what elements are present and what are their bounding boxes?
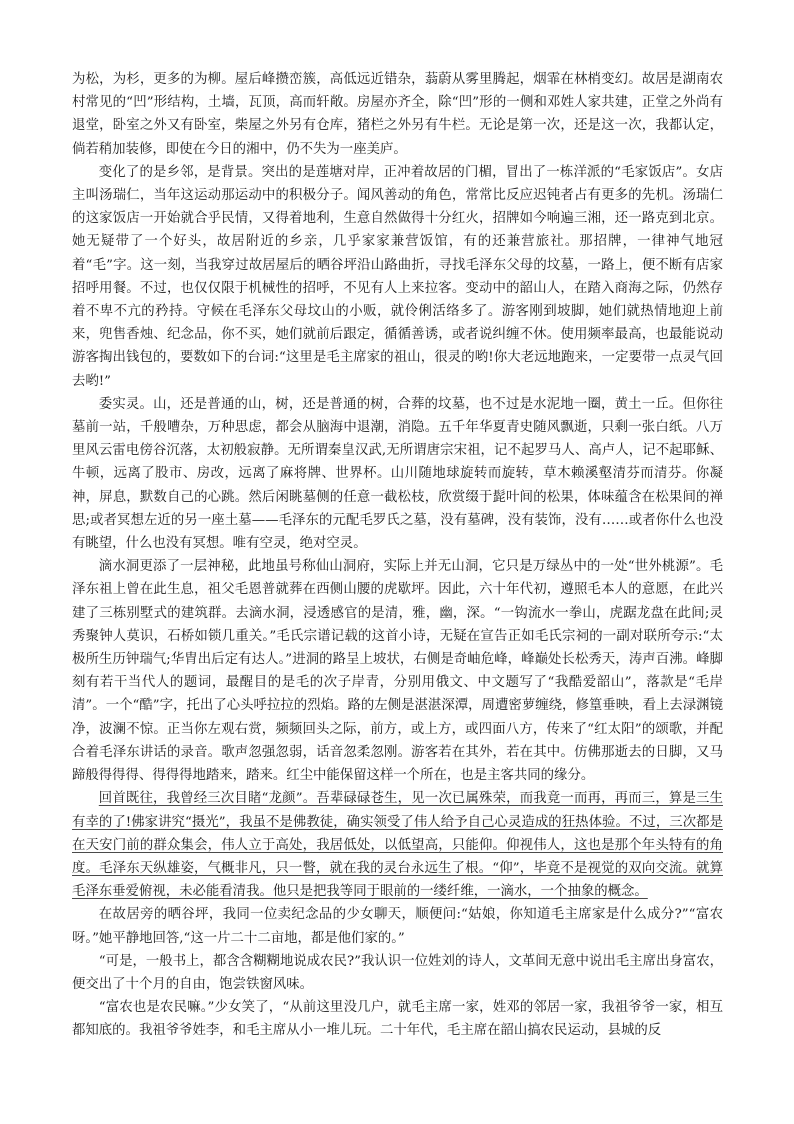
document-page: [72, 68, 723, 1043]
paragraph-conversation-3: “富农也是农民嘛。”少女笑了，“从前这里没几户，就毛主席一家，姓邓的邻居一家，我祖爷爷一家，相互都知底的。我祖爷爷姓李，和毛主席从小一堆儿玩。二十年代，毛主席在韶山搞农民运动，县城的反: [72, 1000, 723, 1039]
paragraph-spiritual: 委实灵。山，还是普通的山，树，还是普通的树，合葬的坟墓，也不过是水泥地一圈，黄土一丘。但你往墓前一站，千般嘈杂，万种思虑，都会从脑海中退潮，消隐。五千年华夏青史随风飘逝，只剩一张白纸。八万里风云雷电傍谷沉落，太初般寂静。无所谓秦皇汉武,无所谓唐宗宋祖，记不起罗马人、高卢人，记不起耶稣、牛顿，远离了股市、房改，远离了麻将牌、世界杯。山川随地球旋转而旋转，草木赖溪壑清芬而清芬。你凝神，屏息，默数自己的心跳。然后闲眺墓侧的任意一截松枝，欣赏缀于髭叶间的松果，体味蕴含在松果间的禅思;或者冥想左近的另一座土墓——毛泽东的元配毛罗氏之墓，没有墓碑，没有装饰，没有……或者你什么也没有眺望，什么也没有冥想。唯有空灵，绝对空灵。: [72, 396, 723, 552]
paragraph-underlined-recollection: 回首既往，我曾经三次目睹“龙颜”。吾辈碌碌苍生，见一次已属殊荣，而我竟一而再，再而三，算是三生有幸的了!佛家讲究“摄光”，我虽不是佛教徒，确实领受了伟人给予自己心灵造成的狂热体验。不过，三次都是在天安门前的群众集会，伟人立于高处，我居低处，以低望高，只能仰。仰视伟人，这也是那个年头特有的角度。毛泽东天纵雄姿，气概非凡，只一瞥，就在我的灵台永远生了根。“仰”，毕竟不是视觉的双向交流。就算毛泽东垂爱俯视，未必能看清我。他只是把我等同于眼前的一缕纤维，一滴水，一个抽象的概念。: [72, 791, 723, 900]
paragraph-conversation-1: 在故居旁的晒谷坪，我同一位卖纪念品的少女聊天，顺便问:“姑娘，你知道毛主席家是什么成分?”“富农呀。”她平静地回答,“这一片二十二亩地，都是他们家的。”: [72, 907, 723, 946]
paragraph-conversation-2: “可是，一般书上，都含含糊糊地说成农民?”我认识一位姓刘的诗人，文革间无意中说出毛主席出身富农，便交出了十个月的自由，饱尝铁窗风味。: [72, 953, 723, 992]
paragraph-continuation: 为松，为杉，更多的为柳。屋后峰攒峦簇，高低远近错杂，蓊蔚从雾里腾起，烟霏在林梢变幻。故居是湖南农村常见的“凹”形结构，土墙，瓦顶，高而轩敞。房屋亦齐全，除“凹”形的一侧和邓姓人家共建，正堂之外尚有退堂，卧室之外又有卧室，柴屋之外另有仓库，猪栏之外另有牛栏。无论是第一次，还是这一次，我都认定，倘若稍加装修，即使在今日的湘中，仍不失为一座美庐。: [72, 72, 723, 157]
paragraph-villagers: 变化了的是乡邻，是背景。突出的是莲塘对岸，正冲着故居的门楣，冒出了一栋洋派的“毛家饭店”。女店主叫汤瑞仁，当年这运动那运动中的积极分子。闻风善动的角色，常常比反应迟钝者占有更多的先机。汤瑞仁的这家饭店一开始就合乎民情，又得着地利，生意自然做得十分红火，招牌如今响遍三湘，还一路克到北京。她无疑带了一个好头，故居附近的乡亲，几乎家家兼营饭馆，有的还兼营旅社。那招牌，一律神气地冠着“毛”字。这一刻，当我穿过故居屋后的晒谷坪沿山路曲折，寻找毛泽东父母的坟墓，一路上，便不断有店家招呼用餐。不过，也仅仅限于机械性的招呼，不见有人上来拉客。变动中的韶山人，在踏入商海之际，仍然存着不卑不亢的矜持。守候在毛泽东父母坟山的小贩，就伶俐活络多了。游客刚到坡脚，她们就热情地迎上前来，兜售香烛、纪念品，你不买，她们就前后跟定，循循善诱，或者说纠缠不休。使用频率最高，也最能说动游客掏出钱包的，要数如下的台词:“这里是毛主席家的祖山，很灵的哟!你大老远地跑来，一定要带一点灵气回去哟!”: [72, 164, 723, 389]
paragraph-dishui-cave: 滴水洞更添了一层神秘，此地虽号称仙山洞府，实际上并无山洞，它只是万绿丛中的一处“世外桃源”。毛泽东祖上曾在此生息，祖父毛恩普就葬在西侧山腰的虎歇坪。因此，六十年代初，遵照毛本人的意愿，在此兴建了三栋别墅式的建筑群。去滴水洞，浸透感官的是清，雅，幽，深。“一钩流水一拳山，虎踞龙盘在此间;灵秀聚钟人莫识，石桥如锁几重关。”毛氏宗谱记载的这首小诗，无疑在宣告正如毛氏宗祠的一副对联所夸示:“太极所生历钟瑞气;华胄出后定有达人。”进洞的路呈上坡状，右侧是奇岫危峰，峰巅处长松秀天，涛声百沸。峰脚刻有若干当代人的题词，最醒目的是毛的次子岸青，分别用俄文、中文题写了“我酷爱韶山”，落款是“毛岸清”。一个“酷”字，托出了心头呼拉拉的烈焰。路的左侧是湛湛深潭，周遭密萝缠绕，修篁垂映，看上去渌渊镜净，波澜不惊。正当你左观右赏，频频回头之际，前方，或上方，或四面八方，传来了“红太阳”的颂歌，并配合着毛泽东讲话的录音。歌声忽强忽弱，话音忽柔忽刚。游客若在其外，若在其中。仿佛那逝去的日脚，又马蹄般得得得、得得得地踏来，踏来。红尘中能保留这样一个所在，也是主客共同的缘分。: [72, 559, 723, 784]
